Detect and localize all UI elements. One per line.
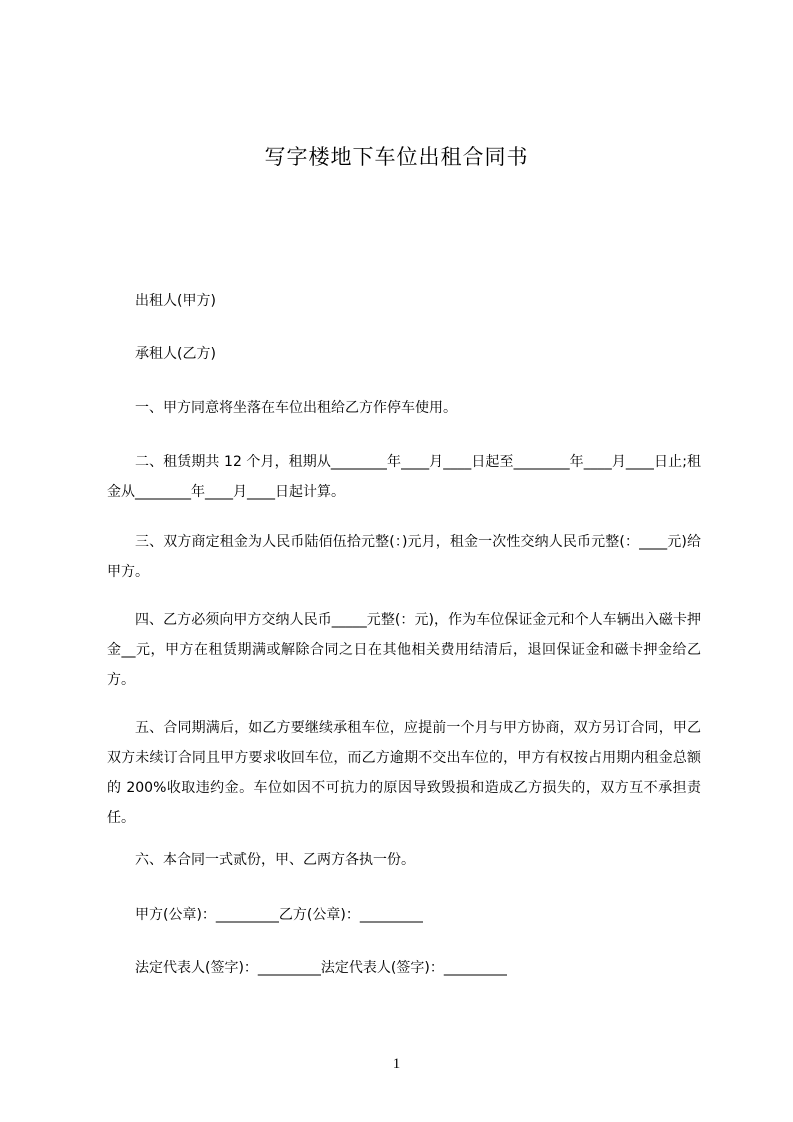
clause-2: 二、租赁期共 12 个月，租期从________年____月____日起至________年____月____日止;租金从________年____月____日起计算。 (107, 454, 701, 500)
clause-3: 三、双方商定租金为人民币陆佰伍拾元整(：)元月，租金一次性交纳人民币元整(：____元)给甲方。 (107, 534, 701, 580)
seal-line: 甲方(公章)：_________乙方(公章)：_________ (135, 907, 423, 923)
signature-line: 法定代表人(签字)：_________法定代表人(签字)：_________ (135, 960, 507, 976)
clause-5: 五、合同期满后，如乙方要继续承租车位，应提前一个月与甲方协商，双方另订合同，甲乙双方未续订合同且甲方要求收回车位，而乙方逾期不交出车位的，甲方有权按占用期内租金总额的 200%收取违约金。车位如因不可抗力的原因导致毁损和造成乙方损失的，双方互不承担责任。 (107, 720, 701, 826)
lessor-line: 出租人(甲方) (135, 293, 216, 309)
page-number: 1 (392, 1056, 401, 1072)
clause-1: 一、甲方同意将坐落在车位出租给乙方作停车使用。 (135, 400, 457, 416)
clause-6: 六、本合同一式贰份，甲、乙两方各执一份。 (135, 852, 415, 868)
lessee-line: 承租人(乙方) (135, 346, 216, 362)
document-title: 写字楼地下车位出租合同书 (264, 145, 529, 169)
clause-4: 四、乙方必须向甲方交纳人民币_____元整(：元)，作为车位保证金元和个人车辆出入磁卡押金__元，甲方在租赁期满或解除合同之日在其他相关费用结清后，退回保证金和磁卡押金给乙方。 (107, 612, 701, 688)
